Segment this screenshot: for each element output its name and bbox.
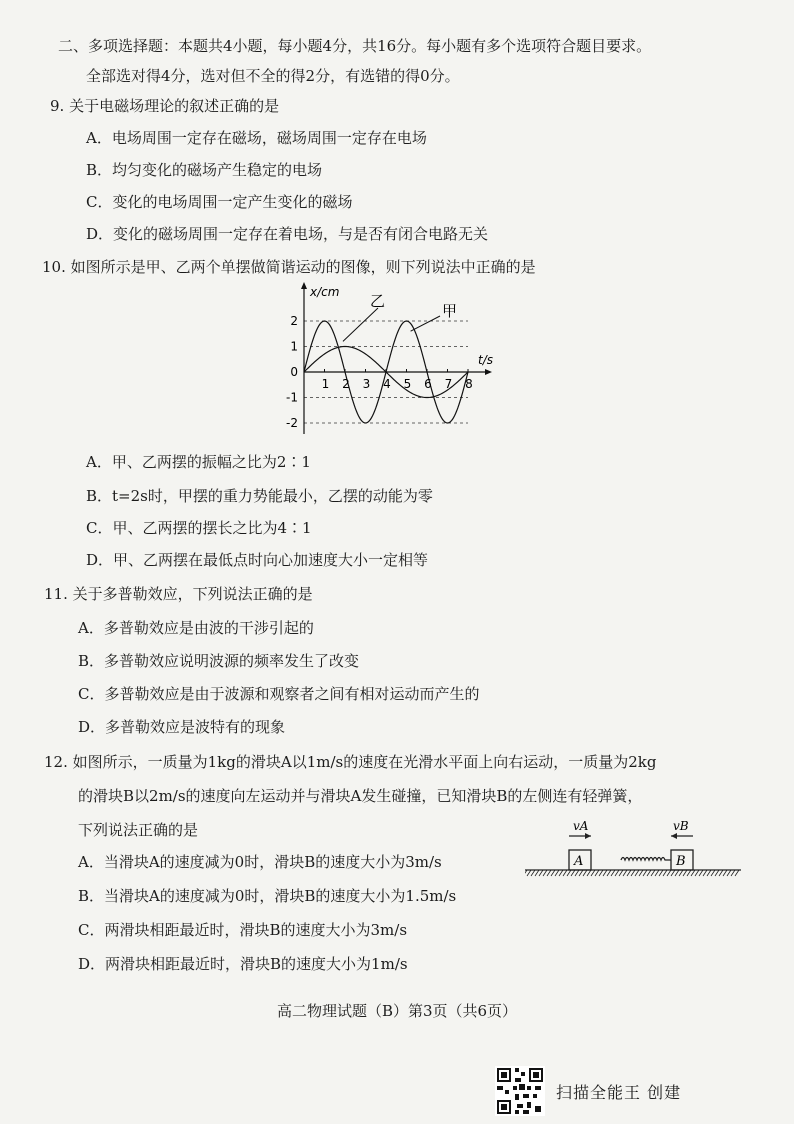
hatch-mark: [595, 870, 599, 876]
x-axis-arrowhead: [485, 369, 492, 375]
scanner-watermark: 扫描全能王 创建: [556, 1083, 682, 1102]
question-12-option-c: C．两滑块相距最近时，滑块B的速度大小为3m/s: [78, 921, 408, 939]
section-header-line2: 全部选对得4分，选对但不全的得2分，有选错的得0分。: [86, 67, 460, 85]
hatch-mark: [663, 870, 667, 876]
hatch-mark: [525, 870, 527, 876]
question-9-option-a: A．电场周围一定存在磁场，磁场周围一定存在电场: [86, 129, 427, 147]
hatch-mark: [667, 870, 671, 876]
hatch-mark: [735, 870, 739, 876]
question-11-option-d: D．多普勒效应是波特有的现象: [78, 718, 286, 736]
series-label-jia: 甲: [442, 302, 458, 320]
y-tick-label: 0: [290, 365, 298, 379]
hatch-mark: [527, 870, 531, 876]
qr-code-icon: [495, 1066, 545, 1116]
hatch-mark: [559, 870, 563, 876]
question-12-option-a: A．当滑块A的速度减为0时，滑块B的速度大小为3m/s: [78, 853, 442, 871]
hatch-mark: [635, 870, 639, 876]
hatch-mark: [719, 870, 723, 876]
hatch-mark: [687, 870, 691, 876]
hatch-mark: [715, 870, 719, 876]
question-12-stem-line1: 12. 如图所示，一质量为1kg的滑块A以1m/s的速度在光滑水平面上向右运动，一质量为2kg: [44, 753, 657, 771]
hatch-mark: [679, 870, 683, 876]
hatch-mark: [691, 870, 695, 876]
y-axis-arrowhead: [301, 282, 307, 289]
hatch-mark: [627, 870, 631, 876]
hatch-mark: [563, 870, 567, 876]
question-12-stem-line3: 下列说法正确的是: [78, 821, 199, 839]
hatch-mark: [531, 870, 535, 876]
velocity-a-arrowhead: [585, 833, 591, 839]
block-a-label: A: [574, 854, 584, 869]
hatch-mark: [555, 870, 559, 876]
hatch-mark: [575, 870, 579, 876]
hatch-mark: [587, 870, 591, 876]
x-tick-label: 1: [321, 377, 330, 391]
question-9-stem: 9. 关于电磁场理论的叙述正确的是: [50, 97, 280, 115]
question-10-option-c: C．甲、乙两摆的摆长之比为4∶1: [86, 519, 312, 537]
series-label-yi: 乙: [370, 292, 386, 310]
hatch-mark: [695, 870, 699, 876]
hatch-mark: [651, 870, 655, 876]
question-10-option-a: A．甲、乙两摆的振幅之比为2∶1: [86, 453, 311, 471]
hatch-mark: [615, 870, 619, 876]
x-tick-label: 6: [424, 377, 432, 391]
x-tick-label: 2: [342, 377, 350, 391]
hatch-mark: [683, 870, 687, 876]
y-tick-label: 1: [290, 339, 298, 354]
hatch-mark: [731, 870, 735, 876]
question-10-stem: 10. 如图所示是甲、乙两个单摆做简谐运动的图像，则下列说法中正确的是: [42, 258, 536, 276]
y-tick-label: -1: [286, 390, 298, 405]
hatch-mark: [655, 870, 659, 876]
hatch-mark: [571, 870, 575, 876]
hatch-mark: [659, 870, 663, 876]
question-9-option-d: D．变化的磁场周围一定存在着电场，与是否有闭合电路无关: [86, 225, 489, 243]
hatch-mark: [535, 870, 539, 876]
question-11-option-a: A．多普勒效应是由波的干涉引起的: [78, 619, 314, 637]
hatch-mark: [675, 870, 679, 876]
question-10-option-d: D．甲、乙两摆在最低点时向心加速度大小一定相等: [86, 551, 429, 569]
hatch-mark: [599, 870, 603, 876]
hatch-mark: [639, 870, 643, 876]
hatch-mark: [671, 870, 675, 876]
series-leader-jia: [411, 316, 440, 331]
question-9-option-b: B．均匀变化的磁场产生稳定的电场: [86, 161, 323, 179]
question-10-option-b: B．t=2s时，甲摆的重力势能最小，乙摆的动能为零: [86, 487, 433, 505]
hatch-mark: [727, 870, 731, 876]
chart-axes: [301, 282, 492, 434]
hatch-mark: [583, 870, 587, 876]
x-tick-label: 3: [362, 377, 371, 391]
hatch-mark: [567, 870, 571, 876]
y-tick-label: 2: [290, 314, 298, 328]
y-tick-label: -2: [286, 416, 298, 430]
hatch-mark: [631, 870, 635, 876]
x-tick-label: 8: [465, 377, 473, 391]
ground-hatching: [525, 870, 739, 876]
question-11-option-c: C．多普勒效应是由于波源和观察者之间有相对运动而产生的: [78, 685, 480, 703]
hatch-mark: [711, 870, 715, 876]
oscillation-chart: [270, 280, 500, 440]
block-b-label: B: [676, 854, 686, 869]
hatch-mark: [551, 870, 555, 876]
hatch-mark: [623, 870, 627, 876]
hatch-mark: [607, 870, 611, 876]
series-leader-yi: [343, 308, 378, 341]
question-12-option-d: D．两滑块相距最近时，滑块B的速度大小为1m/s: [78, 955, 408, 973]
hatch-mark: [703, 870, 707, 876]
question-9-option-c: C．变化的电场周围一定产生变化的磁场: [86, 193, 353, 211]
hatch-mark: [591, 870, 595, 876]
section-header-line1: 二、多项选择题：本题共4小题，每小题4分，共16分。每小题有多个选项符合题目要求。: [58, 37, 652, 55]
x-tick-label: 4: [383, 377, 391, 391]
page-footer: 高二物理试题（B）第3页（共6页）: [276, 1002, 518, 1020]
hatch-mark: [699, 870, 703, 876]
hatch-mark: [619, 870, 623, 876]
question-12-option-b: B．当滑块A的速度减为0时，滑块B的速度大小为1.5m/s: [78, 887, 457, 905]
velocity-b-label: vB: [673, 819, 689, 833]
x-tick-label: 7: [444, 377, 453, 391]
hatch-mark: [547, 870, 551, 876]
x-tick-label: 5: [403, 377, 412, 391]
hatch-mark: [643, 870, 647, 876]
hatch-mark: [539, 870, 543, 876]
spring: [621, 858, 671, 861]
y-axis-label: x/cm: [310, 285, 340, 299]
hatch-mark: [707, 870, 711, 876]
hatch-mark: [603, 870, 607, 876]
hatch-mark: [579, 870, 583, 876]
question-11-stem: 11. 关于多普勒效应，下列说法正确的是: [44, 585, 313, 603]
hatch-mark: [647, 870, 651, 876]
collision-figure: [525, 818, 745, 882]
question-12-stem-line2: 的滑块B以2m/s的速度向左运动并与滑块A发生碰撞，已知滑块B的左侧连有轻弹簧，: [78, 787, 643, 805]
hatch-mark: [611, 870, 615, 876]
hatch-mark: [543, 870, 547, 876]
question-11-option-b: B．多普勒效应说明波源的频率发生了改变: [78, 652, 360, 670]
velocity-b-arrowhead: [671, 833, 677, 839]
hatch-mark: [723, 870, 727, 876]
velocity-a-label: vA: [573, 819, 589, 833]
x-axis-label: t/s: [478, 353, 493, 367]
